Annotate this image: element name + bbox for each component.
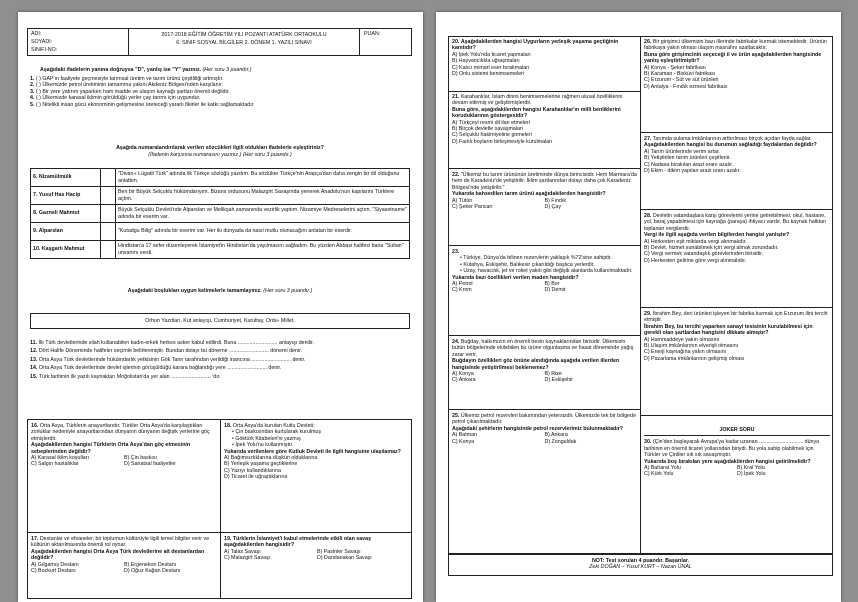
question-20: 20. Aşağıdakilerden hangisi Uygurların yerleşik yaşama geçtiğinin kanıtıdır? A) İpek Yolu'nda ticaret yapmaları B) Hayvancılıkla uğraşmaları C) Kalıcı mimari eser bırakmaları D) Onlu sistemi benimsemeleri: [452, 39, 637, 77]
option[interactable]: D) Antalya - Fındık ezmesi fabrikası: [644, 83, 728, 90]
joker-question: JOKER SORU 30. (Çin'den başlayarak Avrupa'ya kadar uzanan .............................. dünya tarihinin en önemli ticaret yollarından biriydi. Bu yola sahip olabilmek için Türkler ve Çinliler sık sık savaşmıştır. Yukarıda boş bırakılan yere aşağıdakilerden hangisi getirilmelidir? A) Baharat Yolu B) Kral Yolu C) Kürk Yolu D) İpek Yolu: [644, 427, 830, 478]
footer-authors: Zeki DOĞAN – Yusuf KURT – Nazan ÜNAL: [589, 564, 692, 571]
tf-item: 3. ( ) Bir yere yatırım yaparken ham madde ve ulaşım kaynağı şartları önemli değildir.: [30, 88, 230, 95]
exam-page-1: [18, 12, 423, 602]
option[interactable]: C) Kürk Yolu: [644, 471, 674, 478]
matching-table: [30, 168, 410, 259]
option[interactable]: D) Sanatsal faaliyetler: [124, 461, 176, 468]
fill-blank-item: 14. Orta Asya Türk devletlerinde devlet işlerinin görüşüldüğü karara bağlandığı yere ........................... denir.: [30, 365, 282, 372]
option[interactable]: B) Yerleşik yaşama geçtiklerine: [224, 461, 298, 468]
option[interactable]: A) Konya - Şeker fabrikası: [644, 64, 706, 71]
questions-20-30: [448, 36, 833, 554]
option[interactable]: B) Karaman - Bisküvi fabrikası: [644, 71, 716, 78]
option[interactable]: C) Erzurum - Süt ve süt ürünleri: [644, 77, 719, 84]
option[interactable]: A) Konya: [452, 371, 474, 378]
option[interactable]: C) Malazgirt Savaşı: [224, 555, 271, 562]
option[interactable]: C) Yazıyı kullandıklarına: [224, 467, 281, 474]
tf-item: 4. ( ) Ülkemizde karasal iklimin görüldüğü yerler çay tarımı için uygundur.: [30, 95, 201, 102]
option[interactable]: B) Fındık: [544, 197, 566, 204]
option[interactable]: D) Farklı boyların birleşmesiyle kurulmaları: [452, 138, 553, 145]
section2-subheading: (İfadenin karşısına numarasını yazınız.) (Her soru 3 puandır.): [148, 152, 292, 158]
true-false-list: [30, 76, 410, 108]
exam-page-2: [436, 12, 841, 602]
option[interactable]: C) Kalıcı mimari eser bırakmaları: [452, 64, 530, 71]
option[interactable]: B) Ankara: [544, 432, 568, 439]
option[interactable]: D) Ticaret ile uğraştıklarına: [224, 474, 288, 481]
option[interactable]: C) Konya: [452, 438, 475, 445]
tf-item: 2. ( ) Ülkemizde petrol üretiminin tamamına yakını Akdeniz Bölgesi'nden karşılanır.: [30, 82, 223, 89]
option[interactable]: B) Rize: [544, 371, 562, 378]
question-28: 28. Devletin vatandaşlara karşı görevlerini yerine getirebilmesi; okul, hastane, yol, baraj yapabilmesi için kaynağa (paraya) ihtiyacı vardır. Bu kaynak halktan toplanan vergilerdir. Vergi ile ilgili aşağıda verilen bilgilerden hangisi yanlıştır? A) Herkesten eşit miktarda vergi alınmalıdır. B) Devlet, hizmet sunabilmek için vergi almak zorundadır. C) Vergi vermek vatandaşlık görevlerinden birisidir. D) Herkesten gelirine göre vergi alınmalıdır.: [644, 213, 830, 264]
school-title: 2017-2018 EĞİTİM ÖĞRETİM YILI POZANTI ATATÜRK ORTAOKULU: [161, 32, 327, 38]
tf-item: 5. ( ) Nitelikli insan gücü ekonominin gelişmesine üreteceği yararlı fikirler ile katkı sağlamaktadır.: [30, 101, 255, 108]
question-17: 17. Destanlar ve efsaneler, bir toplumun kültürüyle ilgili temel bilgiler verir ve kültürün aktarılmasında önemli rol oynar. Aşağıdakilerden hangisi Orta Asya Türk devletlerine ait destanlardan değildir? A) Gılgamış Destanı B) Ergenekon Destanı C) Bozkurt Destanı D) Oğuz Kağan Destanı: [31, 536, 217, 574]
answer-cell[interactable]: [101, 205, 116, 223]
option[interactable]: B) Ulaşım imkânlarının elverişli olmasını: [644, 343, 739, 350]
matching-row: 8. Gazneli Mahmut Büyük Selçuklu Devleti'nde Alparslan ve Melikşah zamanında vezirlik yaptım. Nizamiye Medreselerini açtım. "Siyasetname" adında bir eserim var.: [31, 205, 410, 223]
option[interactable]: D) Çay: [544, 204, 561, 211]
option[interactable]: A) İpek Yolu'nda ticaret yapmaları: [452, 51, 531, 58]
question-19: 19. Türklerin İslamiyet'i kabul etmelerinde etkili olan savaş aşağıdakilerden hangisidir? A) Talas Savaşı B) Pasinler Savaşı C) Malazgirt Savaşı D) Dandanakan Savaşı: [224, 536, 410, 562]
option[interactable]: C) Nadasa bırakılan arazi oranı azalır.: [644, 161, 734, 168]
answer-cell[interactable]: [101, 187, 116, 205]
section3-heading: Aşağıdaki boşlukları uygun kelimelerle tamamlayınız. (Her soru 3 puandır.): [127, 288, 313, 294]
matching-row: 6. Nizamülmülk "Divan-ı Lügatit Türk" adında ilk Türkçe sözlüğü yazdım. Bu sözlükte Türkçe'nin Arapça'dan daha zengin bir dil olduğunu anlattım.: [31, 169, 410, 187]
surname-label: SOYADI:: [31, 39, 53, 45]
exam-header: [27, 28, 412, 56]
joker-title: JOKER SORU: [719, 427, 755, 433]
option[interactable]: B) Birçok devletle savaşmaları: [452, 126, 524, 133]
matching-row: 7. Yusuf Has Hacip Ben bir Büyük Selçuklu hükümdarıyım. Bizans ordusunu Malazgirt Savaşında yenerek Anadolu'nun kapılarını Türklere açtım.: [31, 187, 410, 205]
answer-cell[interactable]: [101, 241, 116, 259]
option[interactable]: A) Gılgamış Destanı: [31, 561, 79, 568]
score-label: PUAN:: [364, 31, 381, 37]
option[interactable]: B) Bor: [544, 281, 560, 288]
option[interactable]: B) Pasinler Savaşı: [317, 548, 361, 555]
option[interactable]: A) Bağımsızlıklarına düşkün olduklarına: [224, 455, 318, 462]
option[interactable]: D) İpek Yolu: [737, 471, 766, 478]
option[interactable]: D) Eskişehir: [544, 377, 574, 384]
option[interactable]: D) Pazarlama imkânlarının gelişmiş olması: [644, 355, 745, 362]
section2-heading: Aşağıda numaralandırılarak verilen sözcükleri ilgili oldukları ifadelerle eşleştiriniz?: [116, 145, 324, 151]
option[interactable]: C) Vergi vermek vatandaşlık görevlerinden birisidir.: [644, 251, 764, 258]
option[interactable]: D) Onlu sistemi benimsemeleri: [452, 71, 525, 78]
option[interactable]: C) Şeker Pancarı: [452, 204, 493, 211]
option[interactable]: D) Zonguldak: [544, 438, 577, 445]
option[interactable]: C) Selçuklu hakimiyetine girmeleri: [452, 132, 532, 139]
question-29: 29. İbrahim Bey, deri ürünleri işleyen bir fabrika kurmak için Erzurum ilini tercih etmiştir. İbrahim Bey, bu tercihi yaparken sanayi tesisinin kurulabilmesi için gerekli olan şartlardan hangisini dikkate almıştır? A) Hammaddeye yakın olmasını B) Ulaşım imkânlarının elverişli olmasını C) Enerji kaynağına yakın olmasını D) Pazarlama imkânlarının gelişmiş olması: [644, 311, 830, 362]
answer-cell[interactable]: [101, 169, 116, 187]
matching-row: 9. Alparslan "Kutadgu Bilig" adında bir eserim var. Her iki dünyada da nasıl mutlu olunacağını anlatan bir eserdir.: [31, 223, 410, 241]
fill-blank-item: 12. Dört Halife Döneminde halifeler seçimle belirlenmiştir. Bundan dolayı bu döneme ........................... dönemi denir.: [30, 348, 303, 355]
question-27: 27. Tarımda sulama imkânlarının arttırılması birçok açıdan fayda sağlar. Aşağıdakilerden hangisi bu durumun sağladığı faydalardan değildir? A) Tarım ürünlerinde verim artar. B) Yetiştirilen tarım ürünleri çeşitlenir. C) Nadasa bırakılan arazi oranı azalır. D) Ekim - dikim yapılan arazi oranı azalır.: [644, 136, 830, 174]
fill-blank-item: 15. Türk tarihinin ilk yazılı kaynakları Moğolistan'da yer alan ........................... 'dır.: [30, 373, 221, 380]
option[interactable]: C) Ankara: [452, 377, 476, 384]
matching-row: 10. Kaşgarlı Mahmut Hindistan'a 17 sefer düzenleyerek İslamiyet'in Hindistan'da yayılmasını sağladım. Bu yüzden Abbasi halifesi bana "Sultan" unvanını verdi.: [31, 241, 410, 259]
option[interactable]: A) Talas Savaşı: [224, 548, 261, 555]
footer: [448, 554, 833, 576]
option[interactable]: A) Karasal iklim koşulları: [31, 455, 89, 462]
option[interactable]: C) Salgın hastalıklar: [31, 461, 79, 468]
question-24: 24. Buğday, halkımızın en önemli besin kaynaklarından birisidir. Ülkemizin bütün bölgelerinde ekilebilen bu ürüne olgunlaşma ve hasat döneminde yağış zarar verir. Buğdayın özellikleri göz önüne alındığında aşağıda verilen illerden hangisinde yetiştirilmesi beklenemez? A) Konya B) Rize C) Ankara D) Eskişehir: [452, 339, 637, 384]
option[interactable]: C) Enerji kaynağına yakın olmasını: [644, 349, 727, 356]
option[interactable]: A) Türkçeyi resmi dil ilan etmeleri: [452, 119, 530, 126]
question-26: 26. Bir girişimci ülkemizin bazı illerinde fabrikalar kurmak istemektedir. Ürünün fabrikaya yakın olması ulaşım masrafını azaltacaktır. Buna göre girişimcinin seçeceği il ve ürün aşağıdakilerden hangisinde yanlış eşleştirilmiştir? A) Konya - Şeker fabrikası B) Karaman - Bisküvi fabrikası C) Erzurum - Süt ve süt ürünleri D) Antalya - Fındık ezmesi fabrikası: [644, 39, 830, 90]
option[interactable]: B) Ergenekon Destanı: [124, 561, 177, 568]
option[interactable]: D) Herkesten gelirine göre vergi alınmalıdır.: [644, 257, 747, 264]
option[interactable]: B) Hayvancılıkla uğraşmaları: [452, 58, 520, 65]
option[interactable]: C) Bozkurt Destanı: [31, 568, 76, 575]
tf-item: 1. ( ) GAP'ın faaliyete geçmesiyle tarımsal üretim ve tarım ürünü çeşitliliği artmıştır.: [30, 76, 224, 82]
option[interactable]: B) Devlet, hizmet sunabilmek için vergi almak zorundadır.: [644, 245, 779, 252]
question-22: 22. "Ülkemiz bu tarım ürününün üretiminde dünya birincisidir. Hem Marmara'da hem de Karadeniz'de yetiştirilir. İklim şartlarından dolayı daha çok Karadeniz Bölgesi'nde yetiştirilir." Yukarıda bahsedilen tarım ürünü aşağıdakilerden hangisidir? A) Tütün B) Fındık C) Şeker Pancarı D) Çay: [452, 172, 637, 211]
answer-cell[interactable]: [101, 223, 116, 241]
option[interactable]: C) Krom: [452, 287, 472, 294]
question-16: 16. Orta Asya, Türklerin anayurtlarıdır. Türkler Orta Asya'da karşılaştıkları zorluklar nedeniyle anayurtlarından dünyanın dünyanın değişik yerlerine göç etmişlerdir. Aşağıdakilerden hangisi Türklerin Orta Asya'dan göç etmesinin sebeplerinden değildir? A) Karasal iklim koşulları B) Çin baskısı C) Salgın hastalıklar D) Sanatsal faaliyetler: [31, 423, 217, 468]
option[interactable]: B) Çin baskısı: [124, 455, 157, 462]
option[interactable]: B) Kral Yolu: [737, 465, 765, 472]
fill-blank-item: 11. İlk Türk devletlerinde silah kullanabilen kadın-erkek herkes asker kabul edilirdi. Buna ........................... anlayışı denilir.: [30, 340, 315, 346]
questions-16-19: [27, 419, 412, 599]
fill-blank-item: 13. Orta Asya Türk devletlerinde hükümdarlık yetkisinin Gök Tanrı tarafından verildiği inancına ........................... denir.: [30, 356, 306, 363]
option[interactable]: D) Dandanakan Savaşı: [317, 555, 372, 562]
word-bank: Orhun Yazıtları, Kut anlayışı, Cumhuriyet, Kurultay, Ordu- Millet,: [30, 313, 410, 329]
section1-heading: Aşağıdaki ifadelerin yanına doğruysa "D", yanlış ise "Y" yazınız. (Her soru 3 puandır.): [40, 67, 252, 73]
fill-blank-list: [30, 340, 410, 380]
option[interactable]: A) Batman: [452, 432, 478, 439]
name-label: ADI:: [31, 31, 42, 37]
footer-note: NOT: Test soruları 4 puandır. Başarılar.: [591, 558, 690, 564]
option[interactable]: A) Tütün: [452, 197, 473, 204]
option[interactable]: A) Herkesten eşit miktarda vergi alınmalıdır.: [644, 238, 747, 245]
option[interactable]: A) Tarım ürünlerinde verim artar.: [644, 148, 720, 155]
exam-title: 6. SINIF SOSYAL BİLGİLER 2. DÖNEM 1. YAZILI SINAVI: [176, 40, 312, 46]
option[interactable]: A) Hammaddeye yakın olmasını: [644, 336, 720, 343]
option[interactable]: D) Demir: [544, 287, 566, 294]
question-23: 23. • Türkiye, Dünya'da bilinen rezervlerin yaklaşık %72'sine sahiptir. • Kütahya, Eskişehir, Balıkesir çıkarıldığı başlıca yerlerdir. • Uzay, havacılık, jet ve roket yakıtı gibi değişik alanlarda kullanılmaktadır. Yukarıda bazı özellikleri verilen maden hangisidir? A) Petrol B) Bor C) Krom D) Demir: [452, 249, 637, 294]
option[interactable]: D) Oğuz Kağan Destanı: [124, 568, 181, 575]
question-18: 18. Orta Asya'da kurulan Kutlu Devleti; • Çin baskısından kurtularak kurulmuş • Göktürk Kitabeleri'ni yazmış • İpek Yolu'nu kullanmıştır. Yukarıda verilenlere göre Kutluk Devleti ile ilgili hangisine ulaşılamaz? A) Bağımsızlıklarına düşkün olduklarına B) Yerleşik yaşama geçtiklerine C) Yazıyı kullandıklarına D) Ticaret ile uğraştıklarına: [224, 423, 410, 481]
option[interactable]: D) Ekim - dikim yapılan arazi oranı azalır.: [644, 168, 741, 175]
question-21: 21. Karahanlılar, İslam dinini benimsemelerine rağmen ulusal özelliklerini devam ettirmiş ve geliştirmişlerdir. Buna göre, aşağıdakilerden hangisi Karahanlılar'ın milli benliklerini koruduklarının göstergesidir? A) Türkçeyi resmi dil ilan etmeleri B) Birçok devletle savaşmaları C) Selçuklu hakimiyetine girmeleri D) Farklı boyların birleşmesiyle kurulmaları: [452, 94, 637, 145]
option[interactable]: B) Yetiştirilen tarım ürünleri çeşitlenir.: [644, 155, 731, 162]
option[interactable]: A) Petrol: [452, 281, 473, 288]
question-25: 25. Ülkemiz petrol rezervleri bakımından yetersizdir. Ülkemizde tek bir bölgede petrol çıkarılmaktadır. Aşağıdaki şehirlerin hangisinde petrol rezervlerimiz bulunmaktadır? A) Batman B) Ankara C) Konya D) Zonguldak: [452, 413, 637, 445]
option[interactable]: A) Baharat Yolu: [644, 465, 681, 472]
class-label: SINIFI-NO:: [31, 47, 58, 53]
